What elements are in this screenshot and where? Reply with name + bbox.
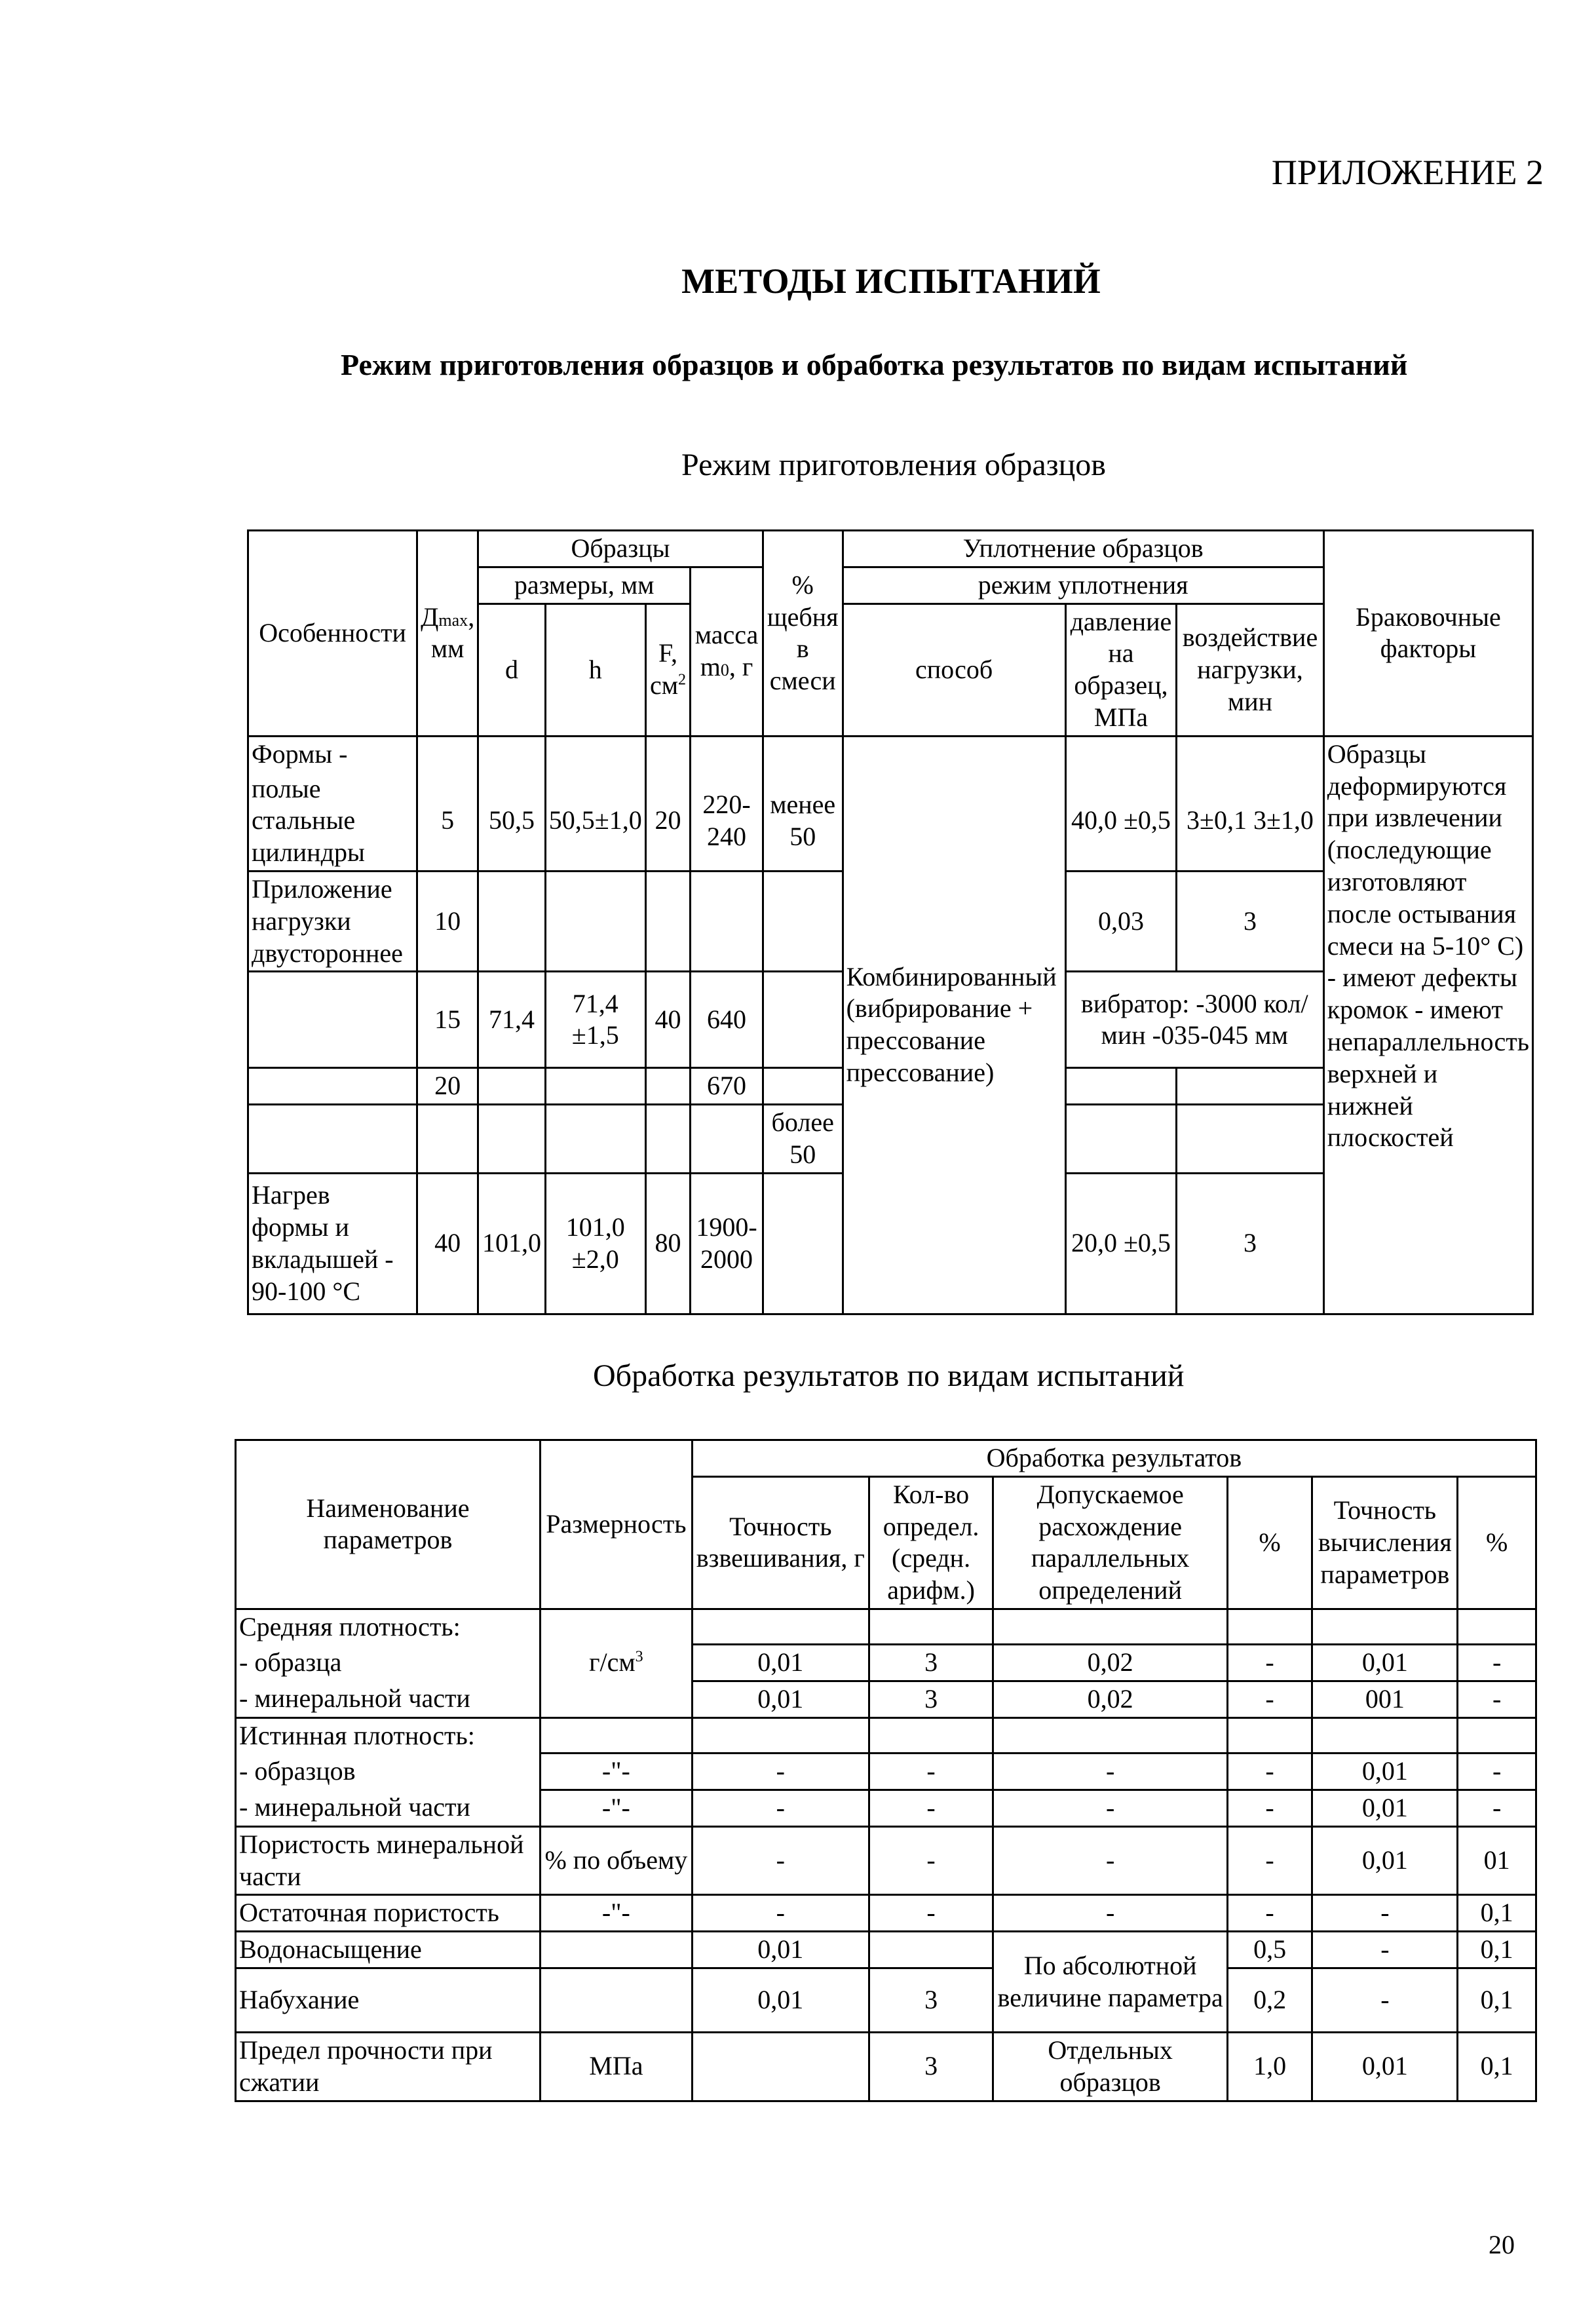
cell: 0,01 [1312,1790,1458,1826]
header-diverg: Допускаемое расхождение параллельных определений [993,1476,1227,1609]
cell: 0,02 [993,1681,1227,1718]
row3-feature: Приложение нагрузки двустороннее [248,871,417,971]
row2-mass: 220-240 [691,772,763,872]
cell: 0,1 [1458,1895,1536,1932]
row2-load: 3±0,1 3±1,0 [1177,772,1324,872]
header-mode: режим уплотнения [843,567,1323,604]
row2-f: 20 [645,772,690,872]
row2-dmax: 5 [417,772,478,872]
cell: - [1458,1645,1536,1681]
row7-h: 101,0 ±2,0 [545,1173,645,1314]
cell: Отдельных образцов [993,2032,1227,2101]
density-sample-label: - образца [236,1645,541,1681]
cell: - [993,1895,1227,1932]
density-label: Средняя плотность: [236,1609,541,1644]
cell: - [1227,1681,1312,1718]
cell: -"- [540,1790,692,1826]
cell: 0,5 [1227,1932,1312,1968]
true-density-samples-label: - образцов [236,1754,541,1790]
header-pct1: % [1227,1476,1312,1609]
density-dim: $г/см^3$ [540,1645,692,1681]
method-cell: Комбинированный (вибрирование + прессование прессование) [843,736,1065,1314]
row7-dmax: 40 [417,1173,478,1314]
prep-table-title: Режим приготовления образцов [681,448,1106,482]
cell: 0,01 [692,1645,869,1681]
cell: 001 [1312,1681,1458,1718]
cell: 0,2 [1227,1968,1312,2032]
true-density-label: Истинная плотность: [236,1717,541,1753]
cell: - [692,1895,869,1932]
cell: - [1227,1790,1312,1826]
swelling-label: Набухание [236,1968,541,2032]
cell: - [1458,1790,1536,1826]
row3-pressure: 0,03 [1065,871,1176,971]
page-subtitle: Режим приготовления образцов и обработка результатов по видам испытаний [341,348,1408,381]
row4-mass: 640 [691,972,763,1068]
row4-d: 71,4 [478,972,546,1068]
cell: -"- [540,1754,692,1790]
cell: - [1312,1968,1458,2032]
header-dmax: Дmax, мм [417,531,478,737]
cell: - [1227,1645,1312,1681]
row3-load: 3 [1177,871,1324,971]
header-processing: Обработка результатов [692,1440,1536,1477]
row4-dmax: 15 [417,972,478,1068]
row2-d: 50,5 [478,772,546,872]
cell: - [1227,1826,1312,1895]
cell: - [993,1754,1227,1790]
prep-table [247,529,1534,1315]
cell: 0,01 [1312,1826,1458,1895]
header-features: Особенности [248,531,417,737]
cell: - [1227,1895,1312,1932]
water-label: Водонасыщение [236,1932,541,1968]
header-sizes: размеры, мм [478,567,691,604]
reject-cell: Образцы деформируются при извлечении (последующие изготовляют после остывания смеси на 5-10° С) - имеют дефекты кромок - имеют непараллельность верхней и нижней плоскостей [1323,736,1532,1314]
row2-pressure: 40,0 ±0,5 [1065,772,1176,872]
cell: - [692,1790,869,1826]
cell: - [692,1826,869,1895]
cell: 3 [869,1681,993,1718]
cell: - [692,1754,869,1790]
cell: - [1458,1681,1536,1718]
cell: 1,0 [1227,2032,1312,2101]
header-samples: Образцы [478,531,763,567]
header-f: F, $см^2$ [645,604,690,736]
cell: 01 [1458,1826,1536,1895]
header-load: воздействие нагрузки, мин [1177,604,1324,736]
row7-feature: Нагрев формы и вкладышей - 90-100 °С [248,1173,417,1314]
row7-load: 3 [1177,1173,1324,1314]
header-count: Кол-во определ. (средн. арифм.) [869,1476,993,1609]
cell: 0,02 [993,1645,1227,1681]
cell: - [869,1826,993,1895]
true-density-mineral-label: - минеральной части [236,1790,541,1826]
row1-feature: Формы - [248,736,417,771]
row4-h: 71,4 ±1,5 [545,972,645,1068]
row7-d: 101,0 [478,1173,546,1314]
cell: 0,1 [1458,1932,1536,1968]
header-name: Наименование параметров [236,1440,541,1609]
header-compaction: Уплотнение образцов [843,531,1323,567]
cell: 0,01 [692,1968,869,2032]
row3-dmax: 10 [417,871,478,971]
header-reject: Браковочные факторы [1323,531,1532,737]
strength-label: Предел прочности при сжатии [236,2032,541,2101]
cell: 3 [869,1968,993,2032]
cell: 0,1 [1458,2032,1536,2101]
cell: 0,01 [692,1681,869,1718]
row7-mass: 1900-2000 [691,1173,763,1314]
header-mass: масса m0, г [691,567,763,736]
cell: 3 [869,2032,993,2101]
header-dim: Размерность [540,1440,692,1609]
cell: - [1312,1895,1458,1932]
cell: - [869,1754,993,1790]
proc-table [235,1439,1537,2102]
header-pct2: % [1458,1476,1536,1609]
porosity-label: Пористость минеральной части [236,1826,541,1895]
cell: По абсолютной величине параметра [993,1932,1227,2033]
cell: - [1312,1932,1458,1968]
cell: - [993,1826,1227,1895]
header-weigh: Точность взвешивания, г [692,1476,869,1609]
row6-gravel: более 50 [763,1105,843,1174]
vibrator-cell: вибратор: -3000 кол/мин -035-045 мм [1065,972,1323,1068]
cell: МПа [540,2032,692,2101]
density-mineral-label: - минеральной части [236,1681,541,1718]
header-gravel: % щебня в смеси [763,531,843,737]
cell: - [1458,1754,1536,1790]
cell: - [869,1895,993,1932]
header-method: способ [843,604,1065,736]
cell: -"- [540,1895,692,1932]
header-h: h [545,604,645,736]
cell: 0,01 [692,1932,869,1968]
row2-gravel: менее 50 [763,772,843,872]
page-title: МЕТОДЫ ИСПЫТАНИЙ [681,261,1101,301]
cell: - [869,1790,993,1826]
header-d: d [478,604,546,736]
row7-f: 80 [645,1173,690,1314]
cell: 0,01 [1312,1754,1458,1790]
row5-dmax: 20 [417,1068,478,1105]
appendix-label: ПРИЛОЖЕНИЕ 2 [1271,153,1544,192]
row5-mass: 670 [691,1068,763,1105]
page-number: 20 [1489,2230,1515,2259]
row2-feature: полые стальные цилиндры [248,772,417,872]
header-calc: Точность вычисления параметров [1312,1476,1458,1609]
cell: 0,01 [1312,1645,1458,1681]
cell: 3 [869,1645,993,1681]
cell: - [993,1790,1227,1826]
cell: 0,01 [1312,2032,1458,2101]
cell: 0,1 [1458,1968,1536,2032]
proc-table-title: Обработка результатов по видам испытаний [593,1358,1185,1393]
header-pressure: давление на образец, МПа [1065,604,1176,736]
row7-pressure: 20,0 ±0,5 [1065,1173,1176,1314]
cell: % по объему [540,1826,692,1895]
row4-f: 40 [645,972,690,1068]
row2-h: 50,5±1,0 [545,772,645,872]
residual-label: Остаточная пористость [236,1895,541,1932]
cell: - [1227,1754,1312,1790]
